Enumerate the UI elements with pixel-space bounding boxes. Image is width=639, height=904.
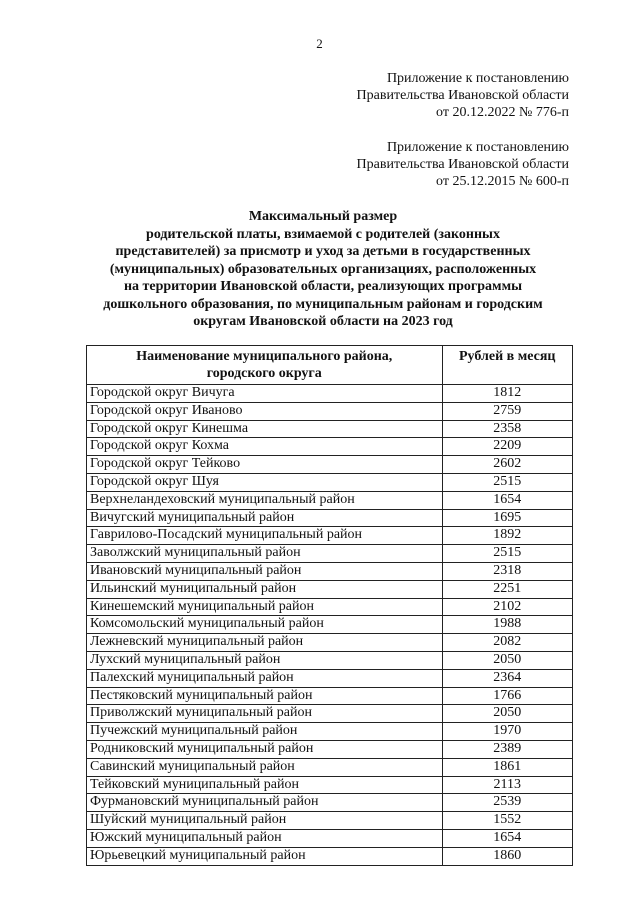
monthly-fee-value: 2515: [442, 473, 573, 491]
table-row: [87, 527, 573, 545]
title-line: дошкольного образования, по муниципальным районам и городским: [103, 296, 543, 312]
monthly-fee-value: 1988: [442, 616, 573, 634]
table-row: [87, 758, 573, 776]
monthly-fee-value: 1654: [442, 829, 573, 847]
table-row: [87, 669, 573, 687]
municipality-name: Городской округ Кинешма: [87, 420, 443, 438]
column-header-name-line1: Наименование муниципального района,: [136, 349, 393, 364]
monthly-fee-value: 2050: [442, 651, 573, 669]
monthly-fee-value: 2318: [442, 562, 573, 580]
monthly-fee-value: 2389: [442, 740, 573, 758]
municipality-name: Гаврилово-Посадский муниципальный район: [87, 527, 443, 545]
table-row: [87, 794, 573, 812]
column-header-rubles: Рублей в месяц: [442, 346, 573, 385]
monthly-fee-value: 2113: [442, 776, 573, 794]
monthly-fee-value: 2539: [442, 794, 573, 812]
municipality-name: Заволжский муниципальный район: [87, 545, 443, 563]
monthly-fee-value: 2209: [442, 438, 573, 456]
table-row: [87, 847, 573, 865]
municipality-name: Ивановский муниципальный район: [87, 562, 443, 580]
title-line: представителей) за присмотр и уход за детьми в государственных: [115, 244, 531, 259]
appendix-date-number: от 20.12.2022 № 776-п: [436, 105, 569, 120]
municipality-name: Южский муниципальный район: [87, 829, 443, 847]
monthly-fee-value: 2358: [442, 420, 573, 438]
appendix-line: Правительства Ивановской области: [356, 88, 569, 103]
table-row: [87, 491, 573, 509]
municipality-name: Лухский муниципальный район: [87, 651, 443, 669]
document-title: [78, 208, 568, 331]
table-row: [87, 705, 573, 723]
appendix-line: Правительства Ивановской области: [356, 157, 569, 172]
municipality-name: Городской округ Иваново: [87, 402, 443, 420]
title-line: (муниципальных) образовательных организациях, расположенных: [109, 261, 537, 277]
municipality-name: Городской округ Кохма: [87, 438, 443, 456]
municipality-name: Юрьевецкий муниципальный район: [87, 847, 443, 865]
appendix-header-current: [269, 70, 569, 121]
title-line: родительской платы, взимаемой с родителей (законных: [146, 226, 500, 242]
municipality-name: Приволжский муниципальный район: [87, 705, 443, 723]
monthly-fee-value: 1970: [442, 723, 573, 741]
title-line: округам Ивановской области на 2023 год: [193, 314, 453, 329]
municipality-name: Городской округ Шуя: [87, 473, 443, 491]
table-row: [87, 812, 573, 830]
table-header-row: [87, 346, 573, 385]
table-row: [87, 385, 573, 403]
appendix-header-original: [269, 139, 569, 190]
table-row: [87, 580, 573, 598]
monthly-fee-value: 2251: [442, 580, 573, 598]
appendix-date-number: от 25.12.2015 № 600-п: [436, 174, 569, 189]
table-body: [87, 385, 573, 866]
table-row: [87, 740, 573, 758]
table-row: [87, 473, 573, 491]
table-row: [87, 456, 573, 474]
municipality-name: Ильинский муниципальный район: [87, 580, 443, 598]
table-row: [87, 598, 573, 616]
municipality-name: Пучежский муниципальный район: [87, 723, 443, 741]
fee-table: [86, 345, 573, 866]
table-row: [87, 402, 573, 420]
appendix-line: Приложение к постановлению: [386, 140, 569, 155]
monthly-fee-value: 2102: [442, 598, 573, 616]
municipality-name: Тейковский муниципальный район: [87, 776, 443, 794]
column-header-name-line2: городского округа: [206, 366, 322, 381]
monthly-fee-value: 1860: [442, 847, 573, 865]
municipality-name: Кинешемский муниципальный район: [87, 598, 443, 616]
table-row: [87, 723, 573, 741]
municipality-name: Пестяковский муниципальный район: [87, 687, 443, 705]
municipality-name: Вичугский муниципальный район: [87, 509, 443, 527]
table-row: [87, 562, 573, 580]
municipality-name: Савинский муниципальный район: [87, 758, 443, 776]
monthly-fee-value: 1812: [442, 385, 573, 403]
table-row: [87, 687, 573, 705]
monthly-fee-value: 2602: [442, 456, 573, 474]
municipality-name: Фурмановский муниципальный район: [87, 794, 443, 812]
table-row: [87, 616, 573, 634]
monthly-fee-value: 1892: [442, 527, 573, 545]
table-row: [87, 651, 573, 669]
page-number: 2: [316, 36, 323, 51]
municipality-name: Верхнеландеховский муниципальный район: [87, 491, 443, 509]
title-line: на территории Ивановской области, реализующих программы: [123, 279, 523, 294]
appendix-line: Приложение к постановлению: [386, 71, 569, 86]
monthly-fee-value: 2050: [442, 705, 573, 723]
monthly-fee-value: 1552: [442, 812, 573, 830]
monthly-fee-value: 1861: [442, 758, 573, 776]
monthly-fee-value: 1766: [442, 687, 573, 705]
table-row: [87, 545, 573, 563]
table-row: [87, 420, 573, 438]
monthly-fee-value: 2515: [442, 545, 573, 563]
municipality-name: Комсомольский муниципальный район: [87, 616, 443, 634]
table-row: [87, 829, 573, 847]
monthly-fee-value: 1654: [442, 491, 573, 509]
monthly-fee-value: 2759: [442, 402, 573, 420]
column-header-name: [87, 346, 443, 385]
table-row: [87, 634, 573, 652]
table-row: [87, 438, 573, 456]
title-line: Максимальный размер: [248, 209, 398, 224]
municipality-name: Городской округ Тейково: [87, 456, 443, 474]
municipality-name: Городской округ Вичуга: [87, 385, 443, 403]
municipality-name: Шуйский муниципальный район: [87, 812, 443, 830]
municipality-name: Палехский муниципальный район: [87, 669, 443, 687]
table-row: [87, 776, 573, 794]
municipality-name: Лежневский муниципальный район: [87, 634, 443, 652]
monthly-fee-value: 1695: [442, 509, 573, 527]
municipality-name: Родниковский муниципальный район: [87, 740, 443, 758]
monthly-fee-value: 2082: [442, 634, 573, 652]
table-row: [87, 509, 573, 527]
monthly-fee-value: 2364: [442, 669, 573, 687]
